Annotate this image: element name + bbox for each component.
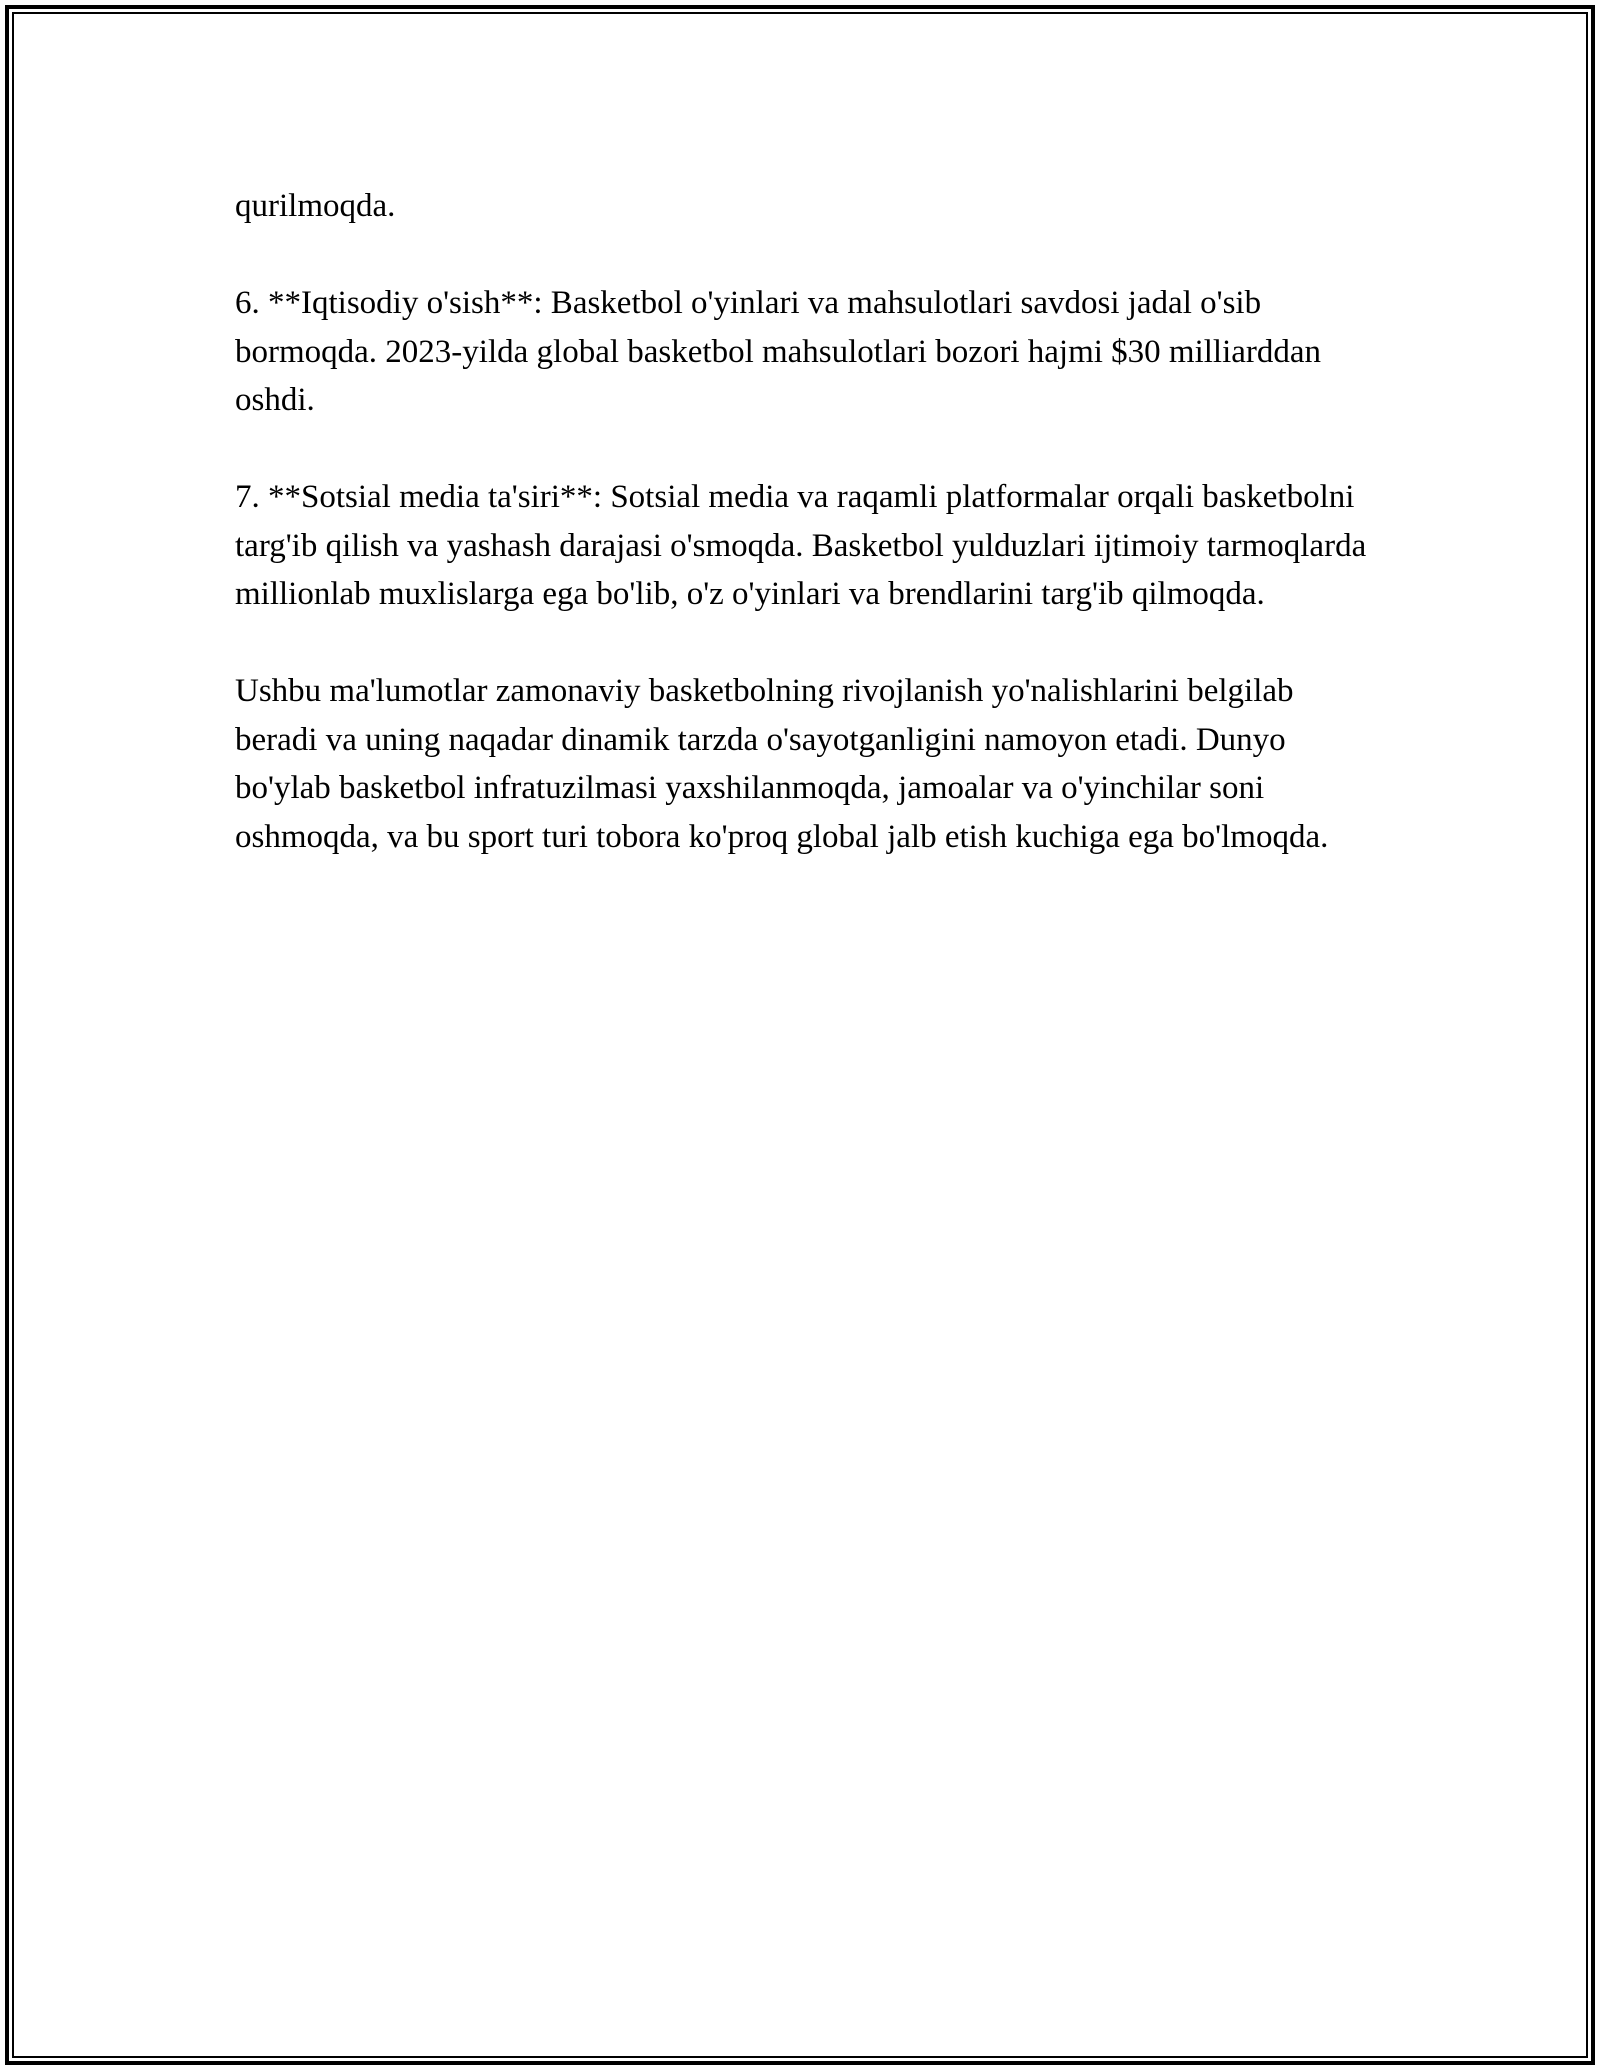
paragraph-continuation: qurilmoqda.	[235, 188, 396, 224]
paragraph-economic-growth: 6. **Iqtisodiy o'sish**: Basketbol o'yinlari va mahsulotlari savdosi jadal o'sib bormoqda. 2023-yilda global basketbol mahsulotlari bozori hajmi $30 milliarddan oshdi.	[235, 285, 1322, 418]
document-body	[235, 182, 1375, 910]
paragraph-conclusion: Ushbu ma'lumotlar zamonaviy basketbolning rivojlanish yo'nalishlarini belgilab beradi va uning naqadar dinamik tarzda o'sayotganligini namoyon etadi. Dunyo bo'ylab basketbol infratuzilmasi yaxshilanmoqda, jamoalar va o'yinchilar soni oshmoqda, va bu sport turi tobora ko'proq global jalb etish kuchiga ega bo'lmoqda.	[235, 673, 1329, 855]
paragraph-social-media-impact: 7. **Sotsial media ta'siri**: Sotsial media va raqamli platformalar orqali basketbolni targ'ib qilish va yashash darajasi o'smoqda. Basketbol yulduzlari ijtimoiy tarmoqlarda millionlab muxlislarga ega bo'lib, o'z o'yinlari va brendlarini targ'ib qilmoqda.	[235, 479, 1367, 612]
